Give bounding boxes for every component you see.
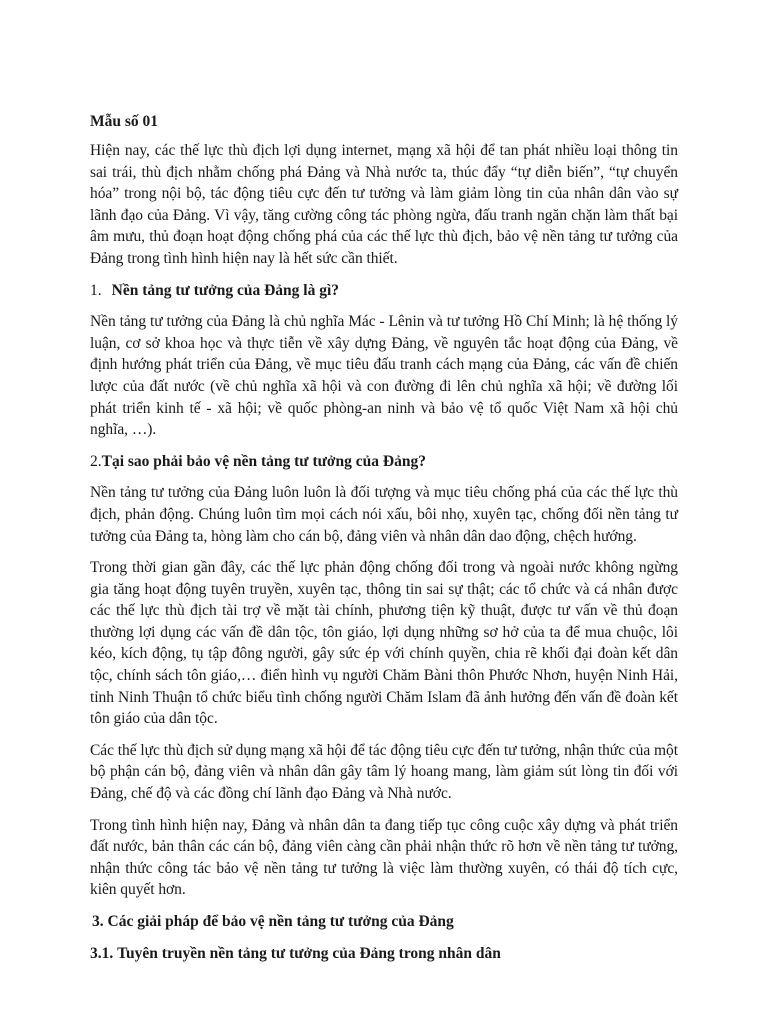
section-3-heading <box>90 911 678 933</box>
section-1-heading <box>90 280 678 302</box>
section-1-title: Nền tảng tư tưởng của Đảng là gì? <box>111 281 340 299</box>
section-2-paragraph-4: Trong tình hình hiện nay, Đảng và nhân dân ta đang tiếp tục công cuộc xây dựng và phát triển đất nước, bản thân các cán bộ, đảng viên càng cần phải nhận thức rõ hơn về nền tảng tư tưởng, nhận thức công tác bảo vệ nền tảng tư tưởng là việc làm thường xuyên, có thái độ tích cực, kiên quyết hơn. <box>90 816 678 899</box>
section-3-1-title: Tuyên truyền nền tảng tư tưởng của Đảng trong nhân dân <box>117 944 501 962</box>
section-1-number: 1. <box>90 281 102 299</box>
section-2-title: Tại sao phải bảo vệ nền tảng tư tưởng của Đảng? <box>101 452 426 470</box>
section-2-number: 2. <box>90 452 102 470</box>
document-title: Mẫu số 01 <box>90 113 159 130</box>
section-2-paragraph-3: Các thế lực thù địch sử dụng mạng xã hội để tác động tiêu cực đến tư tưởng, nhận thức của một bộ phận cán bộ, đảng viên và nhân dân gây tâm lý hoang mang, làm giảm sút lòng tin đối với Đảng, chế độ và các đồng chí lãnh đạo Đảng và Nhà nước. <box>90 741 678 803</box>
section-2-paragraph-1: Nền tảng tư tưởng của Đảng luôn luôn là đối tượng và mục tiêu chống phá của các thế lực thù địch, phản động. Chúng luôn tìm mọi cách nói xấu, bôi nhọ, xuyên tạc, chống đối nền tảng tư tưởng của Đảng ta, hòng làm cho cán bộ, đảng viên và nhân dân dao động, chệch hướng. <box>90 484 678 545</box>
section-3-number: 3. <box>92 913 104 930</box>
section-2-heading <box>90 451 678 473</box>
intro-paragraph: Hiện nay, các thế lực thù địch lợi dụng internet, mạng xã hội để tan phát nhiều loại thông tin sai trái, thù địch nhằm chống phá Đảng và Nhà nước ta, thúc đẩy “tự diễn biến”, “tự chuyển hóa” trong nội bộ, tác động tiêu cực đến tư tưởng và làm giảm lòng tin của nhân dân vào sự lãnh đạo của Đảng. Vì vậy, tăng cường công tác phòng ngừa, đấu tranh ngăn chặn làm thất bại âm mưu, thủ đoạn hoạt động chống phá của các thế lực thù địch, bảo vệ nền tảng tư tưởng của Đảng trong tình hình hiện nay là hết sức cần thiết. <box>90 142 678 267</box>
section-1-paragraph: Nền tảng tư tưởng của Đảng là chủ nghĩa Mác - Lênin và tư tưởng Hồ Chí Minh; là hệ thống lý luận, cơ sở khoa học và thực tiễn về xây dựng Đảng, về nguyên tắc hoạt động của Đảng, về định hướng phát triển của Đảng, về mục tiêu đấu tranh cách mạng của Đảng, các vấn đề chiến lược của đất nước (về chủ nghĩa xã hội và con đường đi lên chủ nghĩa xã hội; về đường lối phát triển kinh tế - xã hội; về quốc phòng-an ninh và bảo vệ tổ quốc Việt Nam xã hội chủ nghĩa, …). <box>90 313 678 439</box>
section-2-paragraph-2: Trong thời gian gần đây, các thế lực phản động chống đối trong và ngoài nước không ngừng gia tăng hoạt động tuyên truyền, xuyên tạc, thông tin sai sự thật; các tổ chức và cá nhân được các thế lực thù địch tài trợ về mặt tài chính, phương tiện kỹ thuật, được tư vấn về thủ đoạn thường lợi dụng các vấn đề dân tộc, tôn giáo, lợi dụng những sơ hở của ta để mua chuộc, lôi kéo, kích động, tụ tập đông người, gây sức ép với chính quyền, chia rẽ khối đại đoàn kết dân tộc, chính sách tôn giáo,… điển hình vụ người Chăm Bàni thôn Phước Nhơn, huyện Ninh Hải, tỉnh Ninh Thuận tổ chức biểu tình chống người Chăm Islam đã ảnh hưởng đến vấn đề đoàn kết tôn giáo của dân tộc. <box>90 559 678 728</box>
section-3-1-number: 3.1. <box>90 944 114 962</box>
section-3-title: Các giải pháp để bảo vệ nền tảng tư tưởng của Đảng <box>107 913 454 930</box>
section-3-1-heading <box>90 943 678 965</box>
